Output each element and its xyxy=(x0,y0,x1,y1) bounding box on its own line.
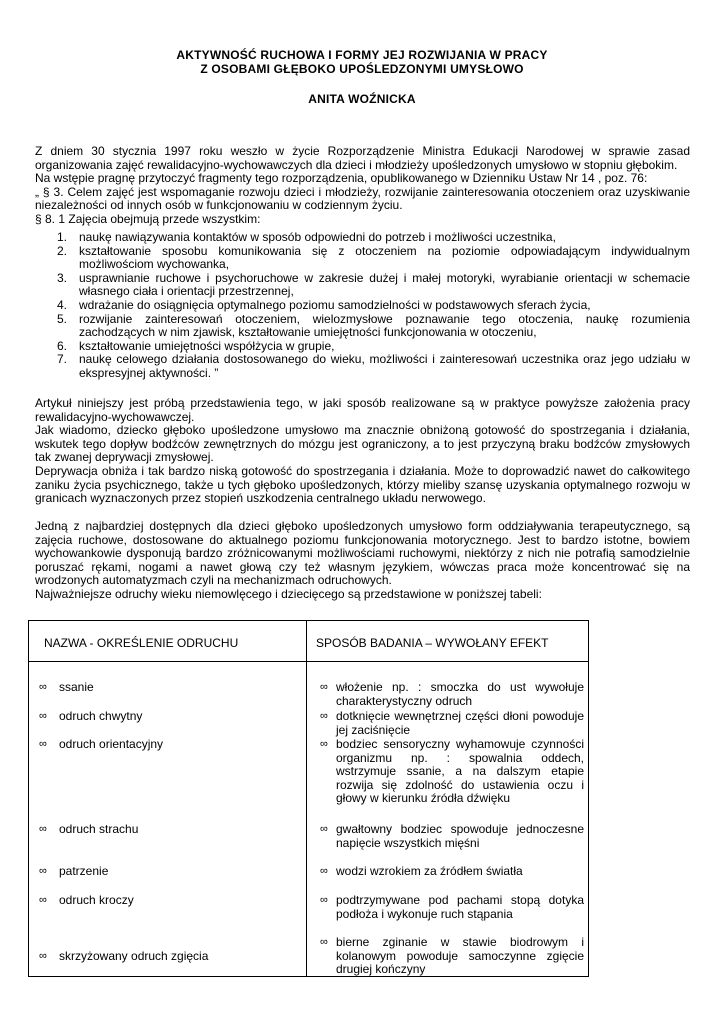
body-section-2 xyxy=(35,520,690,602)
list-number: 6. xyxy=(57,338,68,353)
reflex-table xyxy=(28,620,589,977)
reflex-effect: bierne zginanie w stawie biodrowym i kolanowym powoduje samoczynne zgięcie drugiej kończyny xyxy=(336,935,584,976)
reflex-name: odruch kroczy xyxy=(59,893,134,907)
infinity-bullet-icon: ∞ xyxy=(39,894,47,906)
list-text: kształtowanie umiejętności współżycia w grupie, xyxy=(79,338,335,353)
infinity-bullet-icon: ∞ xyxy=(39,950,47,962)
document-title-line-1: AKTYWNOŚĆ RUCHOWA I FORMY JEJ ROZWIJANIA W PRACY xyxy=(176,48,548,62)
infinity-bullet-icon: ∞ xyxy=(320,936,328,948)
list-item xyxy=(35,231,690,245)
reflex-effect-cell xyxy=(320,822,584,850)
reflex-name: odruch chwytny xyxy=(59,709,143,723)
reflex-effect: podtrzymywane pod pachami stopą dotyka podłoża i wykonuje ruch stąpania xyxy=(336,893,584,921)
list-item xyxy=(35,245,690,272)
body-section-1 xyxy=(35,397,690,506)
reflex-name-cell xyxy=(39,893,289,908)
body-paragraph: Jedną z najbardziej dostępnych dla dzieci głęboko upośledzonych umysłowo form oddziaływania terapeutycznego, są zajęcia ruchowe, dostosowane do aktualnego poziomu funkcjonowania motorycznego. Jest to bardzo istotne, bowiem wychowankowie dysponują bardzo zróżnicowanymi możliwościami ruchowymi, niektórzy z nich nie potrafią samodzielnie poruszać rękami, nogami a nawet głową czy też własnym językiem, wówczas praca może koncentrować się na wrodzonych automatyzmach czyli na mechanizmach odruchowych. xyxy=(35,519,690,588)
reflex-effect-cell xyxy=(320,680,584,708)
infinity-bullet-icon: ∞ xyxy=(39,681,47,693)
infinity-bullet-icon: ∞ xyxy=(39,823,47,835)
list-item xyxy=(35,340,690,354)
list-item xyxy=(35,272,690,299)
reflex-name-cell xyxy=(39,709,289,724)
list-number: 7. xyxy=(57,352,68,367)
reflex-effect: gwałtowny bodziec spowoduje jednoczesne napięcie wszystkich mięśni xyxy=(336,822,584,850)
reflex-effect: bodziec sensoryczny wyhamowuje czynności organizmu np. : spowalnia oddech, wstrzymuje ssanie, a na dalszym etapie rozwija się zdolność do ustawienia oczu i głowy w kierunku źródła dźwięku xyxy=(336,737,584,805)
reflex-effect-cell xyxy=(320,737,584,806)
reflex-name: skrzyżowany odruch zgięcia xyxy=(59,949,209,963)
intro-paragraph: Z dniem 30 stycznia 1997 roku weszło w życie Rozporządzenie Ministra Edukacji Narodowej w sprawie zasad organizowania zajęć rewalidacyjno-wychowawczych dla dzieci i młodzieży upośledzonych umysłowo w stopniu głębokim. xyxy=(35,144,690,172)
reflex-effect-cell xyxy=(320,709,584,737)
infinity-bullet-icon: ∞ xyxy=(320,823,328,835)
list-number: 3. xyxy=(57,270,68,285)
body-paragraph: Najważniejsze odruchy wieku niemowlęcego i dziecięcego są przedstawione w poniższej tabeli: xyxy=(35,586,542,601)
list-number: 5. xyxy=(57,311,68,326)
reflex-name: odruch orientacyjny xyxy=(59,737,164,751)
infinity-bullet-icon: ∞ xyxy=(320,681,328,693)
infinity-bullet-icon: ∞ xyxy=(320,894,328,906)
body-paragraph: Deprywacja obniża i tak bardzo niską gotowość do spostrzegania i działania. Może to doprowadzić nawet do całkowitego zaniku życia psychicznego, także u tych głęboko upośledzonych, którzy mieliby szansę uzyskania optymalnego rozwoju w granicach wyznaczonych przez stopień uszkodzenia centralnego układu nerwowego. xyxy=(35,463,690,506)
infinity-bullet-icon: ∞ xyxy=(39,710,47,722)
infinity-bullet-icon: ∞ xyxy=(320,710,328,722)
quote-paragraph: § 8. 1 Zajęcia obejmują przede wszystkim: xyxy=(35,211,261,226)
list-text: usprawnianie ruchowe i psychoruchowe w zakresie dużej i małej motoryki, wyrabianie orientacji w schemacie własnego ciała i orientacji przestrzennej, xyxy=(79,270,690,299)
quote-paragraph: „ § 3. Celem zajęć jest wspomaganie rozwoju dzieci i młodzieży, rozwijanie zainteresowania otoczeniem oraz uzyskiwanie niezależności od innych osób w funkcjonowaniu w codziennym życiu. xyxy=(35,184,690,213)
list-item xyxy=(35,299,690,313)
reflex-name-cell xyxy=(39,680,289,695)
list-text: wdrażanie do osiągnięcia optymalnego poziomu samodzielności w podstawowych sferach życia, xyxy=(79,297,591,312)
table-header-method: SPOSÓB BADANIA – WYWOŁANY EFEKT xyxy=(316,636,549,650)
list-item xyxy=(35,313,690,340)
document-author: ANITA WOŹNICKA xyxy=(308,92,416,106)
reflex-effect: wodzi wzrokiem za źródłem światła xyxy=(336,864,523,878)
reflex-name-cell xyxy=(39,822,289,837)
table-header-name: NAZWA - OKREŚLENIE ODRUCHU xyxy=(44,636,239,650)
list-number: 2. xyxy=(57,243,68,258)
reflex-name: ssanie xyxy=(59,680,94,694)
body-paragraph: Artykuł niniejszy jest próbą przedstawienia tego, w jaki sposób realizowane są w praktyce powyższe założenia pracy rewalidacyjno-wychowawczej. xyxy=(35,396,690,424)
list-number: 4. xyxy=(57,297,68,312)
reflex-effect: włożenie np. : smoczka do ust wywołuje charakterystyczny odruch xyxy=(336,680,584,708)
intro-paragraph: Na wstępie pragnę przytoczyć fragmenty tego rozporządzenia, opublikowanego w Dzienniku Ustaw Nr 14 , poz. 76: xyxy=(35,171,648,186)
reflex-name: odruch strachu xyxy=(59,822,139,836)
infinity-bullet-icon: ∞ xyxy=(320,865,328,877)
list-text: kształtowanie sposobu komunikowania się z otoczeniem na poziomie odpowiadającym indywidualnym możliwościom wychowanka, xyxy=(79,243,690,272)
regulation-list xyxy=(35,231,690,381)
list-item xyxy=(35,353,690,380)
reflex-name-cell xyxy=(39,864,289,879)
reflex-effect: dotknięcie wewnętrznej części dłoni powoduje jej zaciśnięcie xyxy=(336,709,584,737)
reflex-name: patrzenie xyxy=(59,864,109,878)
infinity-bullet-icon: ∞ xyxy=(39,738,47,750)
reflex-effect-cell xyxy=(320,935,584,977)
table-column-divider xyxy=(306,621,307,976)
reflex-name-cell xyxy=(39,737,289,752)
reflex-effect-cell xyxy=(320,893,584,921)
infinity-bullet-icon: ∞ xyxy=(320,738,328,750)
list-text: rozwijanie zainteresowań otoczeniem, wielozmysłowe poznawanie tego otoczenia, naukę rozumienia zachodzących w nim zjawisk, kształtowanie umiejętności funkcjonowania w otoczeniu, xyxy=(79,311,690,340)
table-header-divider xyxy=(29,661,588,662)
infinity-bullet-icon: ∞ xyxy=(39,865,47,877)
body-paragraph: Jak wiadomo, dziecko głęboko upośledzone umysłowo ma znacznie obniżoną gotowość do spostrzegania i działania, wskutek tego dopływ bodźców zewnętrznych do mózgu jest ograniczony, a to jest przyczyną braku bodźców zmysłowych tak zwanej deprywacji zmysłowej. xyxy=(35,423,690,465)
list-text: naukę nawiązywania kontaktów w sposób odpowiedni do potrzeb i możliwości uczestnika, xyxy=(79,230,556,244)
document-title-line-2: Z OSOBAMI GŁĘBOKO UPOŚLEDZONYMI UMYSŁOWO xyxy=(200,62,524,76)
intro-section xyxy=(35,145,690,227)
list-number: 1. xyxy=(57,230,68,244)
reflex-effect-cell xyxy=(320,864,584,879)
reflex-name-cell xyxy=(39,949,289,964)
list-text: naukę celowego działania dostosowanego do wieku, możliwości i zainteresowań uczestnika oraz jego udziału w ekspresyjnej aktywności. ” xyxy=(79,352,690,380)
